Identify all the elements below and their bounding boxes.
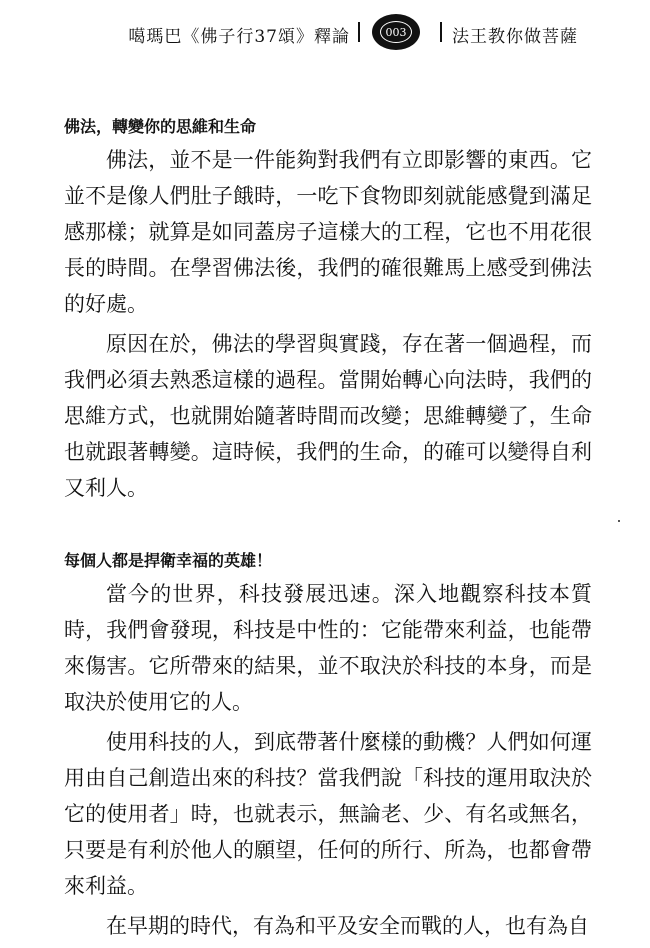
paragraph: 當今的世界，科技發展迅速。深入地觀察科技本質時，我們會發現，科技是中性的：它能帶來利益，也能帶來傷害。它所帶來的結果，並不取決於科技的本身，而是取決於使用它的人。 bbox=[64, 582, 592, 714]
scan-speck bbox=[618, 520, 620, 522]
paragraph: 使用科技的人，到底帶著什麼樣的動機？人們如何運用由自己創造出來的科技？當我們說「科技的運用取決於它的使用者」時，也就表示，無論老、少、有名或無名，只要是有利於他人的願望，任何的所行、所為，也都會帶來利益。 bbox=[64, 730, 592, 898]
page-number-badge bbox=[372, 14, 420, 50]
header-divider-right bbox=[440, 22, 442, 42]
section-heading: 每個人都是捍衛幸福的英雄！ bbox=[64, 551, 273, 570]
page-number: 003 bbox=[380, 21, 412, 43]
page-body bbox=[64, 112, 592, 948]
chapter-title: 法王教你做菩薩 bbox=[452, 27, 578, 47]
section-heading: 佛法，轉變你的思維和生命 bbox=[64, 117, 257, 136]
running-header bbox=[0, 14, 650, 54]
book-title: 噶瑪巴《佛子行37頌》釋論 bbox=[128, 27, 350, 47]
section-1 bbox=[64, 112, 592, 506]
section-2 bbox=[64, 546, 592, 944]
paragraph: 佛法，並不是一件能夠對我們有立即影響的東西。它並不是像人們肚子餓時，一吃下食物即刻就能感覺到滿足感那樣；就算是如同蓋房子這樣大的工程，它也不用花很長的時間。在學習佛法後，我們的確很難馬上感受到佛法的好處。 bbox=[64, 148, 592, 316]
section-gap bbox=[64, 510, 592, 546]
paragraph: 在早期的時代，有為和平及安全而戰的人，也有為自 bbox=[106, 914, 589, 938]
header-divider-left bbox=[358, 22, 360, 42]
paragraph: 原因在於，佛法的學習與實踐，存在著一個過程，而我們必須去熟悉這樣的過程。當開始轉心向法時，我們的思維方式，也就開始隨著時間而改變；思維轉變了，生命也就跟著轉變。這時候，我們的生命，的確可以變得自利又利人。 bbox=[64, 332, 592, 500]
